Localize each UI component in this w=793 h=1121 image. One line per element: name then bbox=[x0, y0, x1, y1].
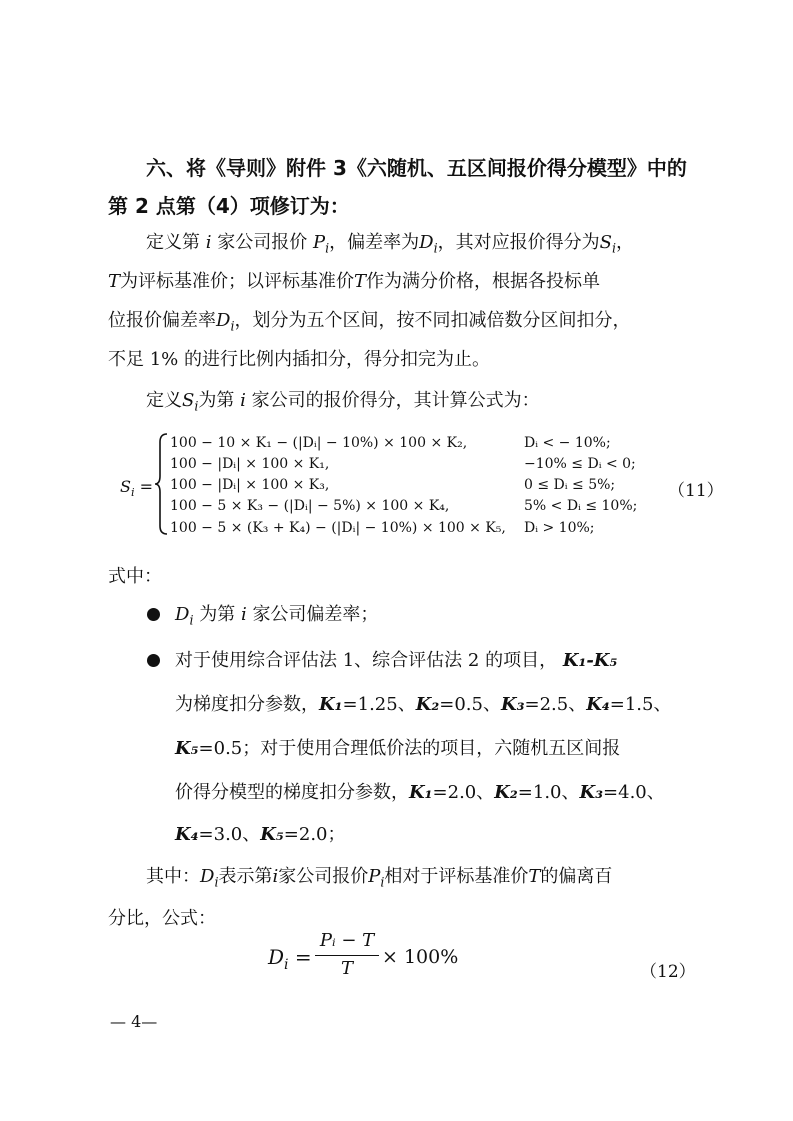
shizhong-label: 式中： bbox=[108, 566, 162, 587]
para1-line2: T为评标基准价；以评标基准价T作为满分价格，根据各投标单 bbox=[108, 271, 601, 292]
formula11-row4-cond: 5% < Dᵢ ≤ 10%; bbox=[524, 498, 638, 514]
formula12-numerator: Pᵢ − T bbox=[319, 930, 375, 951]
formula11-row2-expr: 100 − |Dᵢ| × 100 × K₁, bbox=[170, 456, 330, 472]
formula11-row2-cond: −10% ≤ Dᵢ < 0; bbox=[524, 456, 636, 472]
bullet-dot-1 bbox=[147, 608, 160, 621]
formula11-row5-cond: Dᵢ > 10%; bbox=[524, 520, 595, 536]
formula11-row3-expr: 100 − |Dᵢ| × 100 × K₃, bbox=[170, 477, 330, 493]
formula11-row4-expr: 100 − 5 × K₃ − (|Dᵢ| − 5%) × 100 × K₄, bbox=[170, 498, 450, 514]
bullet-dot-2 bbox=[147, 654, 160, 667]
formula12-lhs: $D_i$ = bbox=[268, 945, 312, 973]
bullet2-line4: 价得分模型的梯度扣分参数，K₁=2.0、K₂=1.0、K₃=4.0、 bbox=[175, 782, 665, 803]
section-heading-line2: 第 2 点第（4）项修订为： bbox=[108, 194, 350, 218]
para1-line3: 位报价偏差率$D_i$，划分为五个区间，按不同扣减倍数分区间扣分， bbox=[108, 310, 631, 334]
bullet2-line5: K₄=3.0、K₅=2.0； bbox=[175, 824, 346, 845]
formula12-tail: × 100% bbox=[382, 946, 459, 968]
formula11-row1-expr: 100 − 10 × K₁ − (|Dᵢ| − 10%) × 100 × K₂, bbox=[170, 435, 468, 451]
para3-line2: 分比，公式： bbox=[108, 908, 216, 929]
formula11-lhs: $S_i$ = bbox=[120, 477, 154, 500]
formula12-denominator: T bbox=[340, 958, 353, 979]
section-heading-line1: 六、将《导则》附件 3《六随机、五区间报价得分模型》中的 bbox=[146, 156, 687, 180]
formula11-row5-expr: 100 − 5 × (K₃ + K₄) − (|Dᵢ| − 10%) × 100 × K₅, bbox=[170, 520, 506, 536]
bullet2-line1: 对于使用综合评估法 1、综合评估法 2 的项目， K₁-K₅ bbox=[175, 650, 618, 671]
para2-line: 定义$S_i$为第 i 家公司的报价得分，其计算公式为： bbox=[146, 390, 540, 414]
formula11-number: （11） bbox=[668, 481, 724, 501]
bullet2-line2: 为梯度扣分参数，K₁=1.25、K₂=0.5、K₃=2.5、K₄=1.5、 bbox=[175, 694, 672, 715]
formula12-number: （12） bbox=[640, 962, 696, 982]
formula11-brace bbox=[154, 432, 170, 536]
para1-line1: 定义第 i 家公司报价 $P_i$，偏差率为$D_i$，其对应报价得分为$S_i$， bbox=[146, 232, 634, 256]
page-number: — 4— bbox=[110, 1012, 158, 1031]
formula11-row3-cond: 0 ≤ Dᵢ ≤ 5%; bbox=[524, 477, 616, 493]
para3-line1: 其中：$D_i$表示第i家公司报价$P_i$相对于评标基准价T的偏离百 bbox=[146, 866, 613, 890]
formula12-fraction-bar bbox=[315, 955, 379, 956]
para1-line4: 不足 1% 的进行比例内插扣分，得分扣完为止。 bbox=[108, 349, 490, 370]
bullet2-line3: K₅=0.5；对于使用合理低价法的项目，六随机五区间报 bbox=[175, 738, 621, 759]
bullet1-text: $D_i$ 为第 i 家公司偏差率； bbox=[175, 604, 379, 628]
formula11-row1-cond: Dᵢ < − 10%; bbox=[524, 435, 611, 451]
